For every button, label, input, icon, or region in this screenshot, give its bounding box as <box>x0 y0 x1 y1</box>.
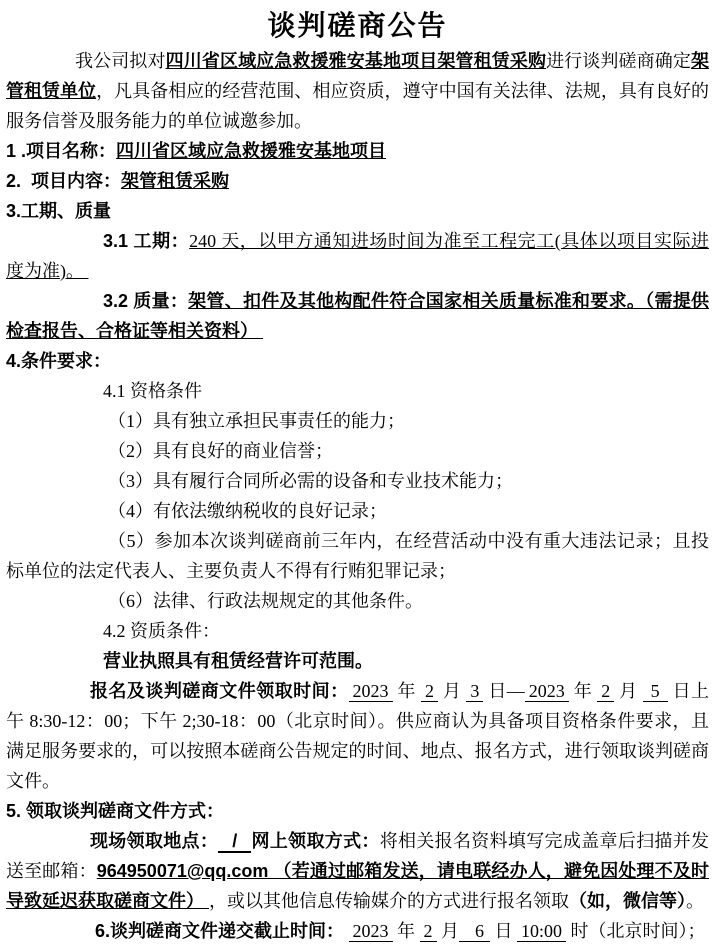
qualification-item: （3）具有履行合同所必需的设备和专业技术能力； <box>108 471 513 491</box>
date-separator: 年 <box>568 681 598 701</box>
deadline-day-blank: 6 <box>459 921 490 942</box>
date-separator: 日— <box>483 681 525 701</box>
registration-start-year-blank: 2023 <box>349 681 393 702</box>
qualification-item: （4）有依法缴纳税收的良好记录； <box>108 501 387 521</box>
qualification-heading: 4.1 资格条件 <box>103 381 202 401</box>
project-content-value: 架管租赁采购 <box>121 171 230 191</box>
qualification-item: （6）法律、行政法规规定的其他条件。 <box>108 591 423 611</box>
intro-paragraph <box>6 46 709 136</box>
pickup-tail-end: 。 <box>686 891 704 911</box>
quality-value: 架管、扣件及其他构配件符合国家相关质量标准和要求。（需提供检查报告、合格证等相关资料） <box>6 291 710 341</box>
onsite-pickup-label: 现场领取地点： <box>90 831 219 851</box>
date-separator: 月 <box>614 681 643 701</box>
deadline-tail: 时（北京时间）； <box>566 921 706 941</box>
item-project-name <box>6 136 709 166</box>
project-content-label: 2. 项目内容： <box>6 171 122 191</box>
registration-end-year-blank: 2023 <box>525 681 569 702</box>
section-requirements-heading: 4.条件要求： <box>6 351 112 371</box>
credential-value: 营业执照具有租赁经营许可范围。 <box>103 651 373 671</box>
date-separator: 年 <box>392 681 421 701</box>
deadline-lead-space <box>344 921 349 941</box>
onsite-pickup-blank: / <box>218 831 251 853</box>
credential-heading: 4.2 资质条件： <box>103 621 220 641</box>
duration-paragraph <box>6 226 709 286</box>
duration-label: 3.1 工期： <box>103 231 190 251</box>
deadline-label: 6.谈判磋商文件递交截止时间： <box>95 921 345 941</box>
section-pickup-heading: 5. 领取谈判磋商文件方式： <box>6 801 225 821</box>
pickup-email-note: 964950071@qq.com （若通过邮箱发送，请电联经办人，避免因处理不及时导致延迟获取磋商文件） <box>6 861 709 911</box>
registration-time-tail: 日上午 8:30-12：00；下午 2;30-18：00（北京时间）。供应商认为具备项目资格条件要求，且满足服务要求的，可以按照本磋商公告规定的时间、地点、报名方式，进行领取谈判磋商文件。 <box>6 681 710 791</box>
deadline-paragraph <box>6 916 709 946</box>
intro-lead: 我公司拟对 <box>75 51 166 71</box>
registration-start-day-blank: 3 <box>466 681 483 702</box>
document-page <box>0 8 714 946</box>
online-pickup-label: 网上领取方式： <box>251 831 380 851</box>
qualification-item: （2）具有良好的商业信誉； <box>108 441 333 461</box>
registration-end-month-blank: 2 <box>597 681 614 702</box>
qualification-item: （5）参加本次谈判磋商前三年内，在经营活动中没有重大违法记录；且投标单位的法定代表人、主要负责人不得有行贿犯罪记录； <box>6 531 709 581</box>
intro-tail: ，凡具备相应的经营范围、相应资质，遵守中国有关法律、法规，具有良好的服务信誉及服务能力的单位诚邀参加。 <box>6 81 710 131</box>
online-pickup-description: 将相关报名资料填写完成盖章后扫描并发送至邮箱： <box>6 831 710 881</box>
section-duration-quality-heading: 3.工期、质量 <box>6 201 112 221</box>
doc-title: 谈判磋商公告 <box>267 11 448 42</box>
intro-unit-name: 架管租赁单位 <box>6 51 710 101</box>
item-project-content <box>6 166 709 196</box>
intro-project-name: 四川省区域应急救援雅安基地项目架管租赁采购 <box>165 51 547 71</box>
quality-paragraph <box>6 286 709 346</box>
deadline-month-blank: 2 <box>420 921 437 942</box>
registration-time-paragraph <box>6 676 709 796</box>
qualification-item: （1）具有独立承担民事责任的能力； <box>108 411 405 431</box>
date-separator: 日 <box>490 921 518 941</box>
duration-value: 240 天，以甲方通知进场时间为准至工程完工(具体以项目实际进度为准)。 <box>6 231 709 281</box>
project-name-label: 1 .项目名称： <box>6 141 117 161</box>
deadline-year-blank: 2023 <box>349 921 393 942</box>
wechat-note: （如，微信等） <box>569 891 686 911</box>
date-separator: 月 <box>436 921 460 941</box>
date-separator: 年 <box>392 921 420 941</box>
pickup-tail-lead: ，或以其他信息传输媒介的方式进行报名领取 <box>209 891 569 911</box>
intro-mid: 进行谈判磋商确定 <box>546 51 692 71</box>
deadline-time-blank: 10:00 <box>517 921 566 942</box>
registration-start-month-blank: 2 <box>421 681 438 702</box>
quality-label: 3.2 质量： <box>103 291 189 311</box>
registration-end-day-blank: 5 <box>643 681 668 702</box>
project-name-value: 四川省区域应急救援雅安基地项目 <box>116 141 387 161</box>
date-separator: 月 <box>437 681 467 701</box>
registration-time-label: 报名及谈判磋商文件领取时间： <box>90 681 349 701</box>
pickup-paragraph <box>6 826 709 916</box>
